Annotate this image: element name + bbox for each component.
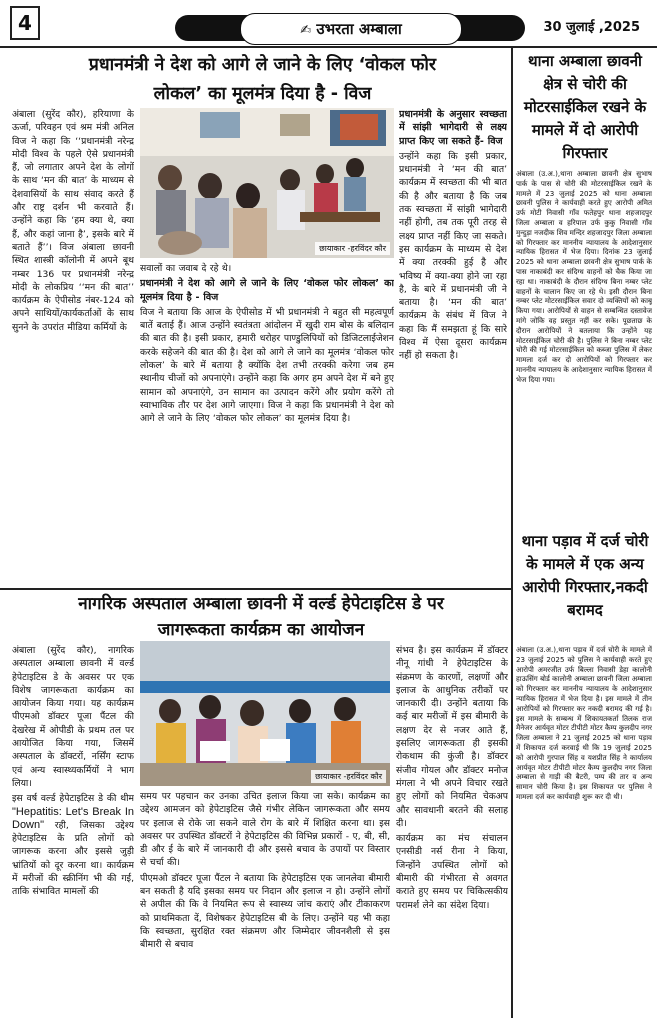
story1-headline-line2: लोकल’ का मूलमंत्र दिया है - विज (153, 84, 372, 104)
story1-photo (140, 108, 394, 258)
sidebar2-text: अंबाला (उ.अ.),थाना पड़ाव में दर्ज चोरी के मामले में 23 जुलाई 2025 को पुलिस ने कार्यवाही करते हुए आरोपी अमरजीत उर्फ बिल्ला निवासी डेहा कालोनी हाऊसिंग बोर्ड कालोनी अम्बाला छावनी जिला अम्बाला को गिरफ्तार कर माननीय न्यायालय के आदेशानुसार न्यायिक हिरासत में भेज दिया है। इस मामले में तीन आरोपियों को गिरफ्तार कर नकदी बरामद की गई है। इस मामले के सम्बन्ध में शिकायतकर्ता तिलक राज मैनेजर आर्यवृत मोटर टीपीटी मोटर कैम्प कुलदीप नगर जिला अम्बाला ने 21 जुलाई 2025 को थाना पड़ाव में शिकायत दर्ज करवाई थी कि 19 जुलाई 2025 को आरोपी गुरपाल सिंह व यशप्रीत सिंह ने कार्यालय आर्यवृत मोटर टीपीटी मोटर कैम्प कुलदीप नगर जिला अम्बाला से गाड़ी की बैटरी, पम्प की तार व अन्य सामान चोरी किया है। इस शिकायत पर पुलिस ने मामला दर्ज कर कार्यवाही शुरू कर दी थी। (516, 645, 652, 801)
hepatitis-theme: "Hepatitis: Let's Break In Down" (12, 805, 134, 831)
story2-col1-para2-start: इस वर्ष वर्ल्ड हेपेटाइटिस डे की थीम (12, 793, 134, 805)
sidebar1-text: अंबाला (उ.अ.),थाना अम्बाला छावनी क्षेत्र सुभाष पार्क के पास से चोरी की मोटरसाईकिल रखने के मामले में 23 जुलाई 2025 को थाना अम्बाला छावनी पुलिस ने कार्यवाही करते हुए आरोपी अमित उर्फ मोटी निवासी गाँव फतेहपुर थाना शहजादपुर जिला अम्बाला व हरिपाल उर्फ कुकु निवासी गाँव मुन्दुड़ा नजदीक शिव मन्दिर शहजादपुर जिला अम्बाला को गिरफ्तार कर माननीय न्यायालय के आदेशानुसार न्यायिक हिरासत में भेज दिया। दिनांक 23 जुलाई 2025 को थाना अम्बाला छावनी क्षेत्र सुभाष पार्क के पास नाकाबंदी कर संदिग्ध वाहनों को चैक किया जा रहा था। नाकाबंदी के दौरान संदिग्ध बिना नम्बर प्लेट वाहनों के चालान किए जा रहे थे। इसी दौरान बिना नम्बर प्लेट मोटरसाईकिल सवार दो व्यक्तियों को काबू किया गया। आरोपियों से वाहन से सम्बन्धित दस्तावेज मांगे जोकि वह प्रस्तुत नहीं कर सके। पूछताछ के दौरान आरोपियों ने बतलाया कि उन्होंने यह मोटरसाईकिल चोरी की है। पुलिस ने बिना नम्बर प्लेट चोरी की गई मोटरसाईकिल को कब्जा पुलिस में लेकर मामला दर्ज कर दो आरोपियों को गिरफ्तार कर माननीय न्यायालय के आदेशानुसार न्यायिक हिरासत में भेज दिया गया। (516, 169, 652, 384)
story1-col1-text: अंबाला (सुरेंद कौर), हरियाणा के ऊर्जा, परिवहन एवं श्रम मंत्री अनिल विज ने कहा कि ‘‘प्रधानमंत्री नरेन्द्र मोदी विश्व के पहले ऐसे प्रधानमंत्री हैं, जो लगातार अपने देश के लोगों के साथ ‘मन की बात’ के माध्यम से देशवासियों के साथ संवाद करते हैं और राष्ट्र दर्शन भी करवाते हैं। उन्होंने कहा कि ‘हम क्या थे, क्या हैं, और कहां जाना है’, इसके बारे में बताते हैं’’। विज अंबाला छावनी स्थित शास्त्री कॉलोनी में अपने बूथ नम्बर 136 पर प्रधानमंत्री नरेन्द्र मोदी के लोकप्रिय ‘‘मन की बात’’ कार्यक्रम के ऐपीसोड नंबर-124 को अपने साथियों/कार्यकर्ताओं के साथ सुनने के उपरांत मीडिया कर्मियों के (12, 109, 134, 333)
story1-column-3 (399, 108, 507, 586)
story1-col2-intro: सवालों का जवाब दे रहे थे। (140, 263, 232, 274)
story2-col3-para2: कार्यक्रम का मंच संचालन एनसीडी नर्स रीना ने किया, जिन्होंने उपस्थित लोगों को बीमारी की गंभीरता से अवगत कराते हुए समय पर चिकित्सकीय परामर्श लेने का संदेश दिया। (396, 833, 508, 911)
story1-col3-subhead: प्रधानमंत्री के अनुसार स्वच्छता में सांझी भागेदारी से लक्ष्य प्राप्त किए जा सकते हैं- विज (399, 109, 507, 147)
hospital-photo-illustration (140, 641, 390, 786)
story1-col2-subhead: प्रधानमंत्री ने देश को आगे ले जाने के लिए ‘वोकल फोर लोकल’ का मूलमंत्र दिया है - विज (140, 278, 394, 303)
story2-headline-line1: नागरिक अस्पताल अम्बाला छावनी में वर्ल्ड हेपेटाइटिस डे पर (78, 594, 444, 614)
paper-name (240, 13, 462, 45)
story2-column-1 (12, 644, 134, 1020)
story2-column-3 (396, 644, 508, 1020)
story2-headline (14, 591, 508, 643)
sidebar2-headline: थाना पड़ाव में दर्ज चोरी के मामले में एक अन्य आरोपी गिरफ्तार,नकदी बरामद (521, 532, 649, 619)
masthead (0, 0, 657, 45)
story2-col1-text: अंबाला (सुरेंद कौर), नागरिक अस्पताल अम्बाला छावनी में वर्ल्ड हेपेटाइटिस डे के अवसर पर एक विशेष जागरूकता कार्यक्रम का आयोजन किया गया। यह कार्यक्रम पीएमओ डॉक्टर पूजा पैंटल की देखरेख में ओपीडी के प्रथम तल पर आयोजित किया गया, जिसमें अस्पताल के डॉक्टरों, नर्सिंग स्टाफ एवं अन्य स्वास्थ्यकर्मियों ने भाग लिया। (12, 645, 134, 789)
story1-col3-text: उन्होंने कहा कि इसी प्रकार, प्रधानमंत्री ने ‘मन की बात’ कार्यक्रम में स्वच्छता की भी बात की है और बताया है कि जब तक स्वच्छता में सांझी भागेदारी नहीं होगी, तब तक पूरी तरह से लक्ष्य प्राप्त नहीं किए जा सकते। इस कार्यक्रम के माध्यम से देश में क्या तरक्की हुई है और भविष्य में क्या-क्या होने जा रहा है, के बारे में प्रधानमंत्री जी ने बताया है। ‘मन की बात’ कार्यक्रम के संबंध में विज ने कहा कि मैं समझता हूं कि सारे विश्व में ऐसा दूसरा कार्यक्रम नहीं हो सकता है। (399, 150, 507, 362)
meeting-photo-illustration (140, 108, 394, 258)
story-divider (0, 588, 511, 590)
page-number: 4 (10, 6, 40, 40)
pen-icon: ✍ (300, 23, 312, 38)
masthead-rule (0, 46, 657, 48)
story2-photo (140, 641, 390, 786)
story1-column-1 (12, 108, 134, 586)
story1-column-2 (140, 262, 394, 586)
story2-col1-para2-end: रही, जिसका उद्देश्य हेपेटाइटिस के प्रति लोगों को जागरूक करना और इससे जुड़ी भ्रांतियों को दूर करना था। कार्यक्रम में मरीजों की स्क्रीनिंग भी की गई, ताकि संभावित मामलों की (12, 819, 134, 898)
story2-column-2 (140, 790, 390, 1020)
sidebar1-headline: थाना अम्बाला छावनी क्षेत्र से चोरी की मोटरसाईकिल रखने के मामले में दो आरोपी गिरफ्तार (523, 52, 647, 162)
story1-headline-line1: प्रधानमंत्री ने देश को आगे ले जाने के लिए ‘वोकल फोर (88, 55, 437, 75)
story1-headline (20, 51, 505, 109)
story2-col3-text: संभव है। इस कार्यक्रम में डॉक्टर नीनू गांधी ने हेपेटाइटिस के संक्रमण के कारणों, लक्षणों और इलाज के आधुनिक तरीकों पर जानकारी दी। उन्होंने बताया कि कई बार मरीजों में इस बीमारी के लक्षण देर से नजर आते हैं, इसलिए जागरूकता ही इसकी रोकथाम की कुंजी है। डॉक्टर संजीव गोयल और डॉक्टर मनोज मंगला ने भी अपने विचार रखते हुए लोगों को नियमित चेकअप और सावधानी बरतने की सलाह दी। (396, 645, 508, 829)
story1-photo-caption: छायाकार -हरविंदर कौर (315, 242, 390, 255)
story2-headline-line2: जागरूकता कार्यक्रम का आयोजन (157, 620, 365, 640)
story1-col2-text: विज ने बताया कि आज के ऐपीसोड में भी प्रधानमंत्री ने बहुत सी महत्वपूर्ण बातें बताई हैं। आज उन्होंने स्वतंत्रता आंदोलन में खुदी राम बोस के बलिदान की बात की है। इसी प्रकार, हमारी धरोहर पाण्डुलिपियों को डिजिटलाईजेशन करके सहेजने की बात की है। देश को आगे ले जाने का मूलमंत्र ‘वोकल फोर लोकल’ के बारे में बताया है क्योंकि देश तभी तरक्की करेगा जब हम स्थानीय चीजों को अपनाएंगे। उन्होंने कहा कि अगर हम अपने देश में बने हुए सामान को अपनाएंगे, उन सामान का उत्पादन करेंगे और प्रयोग करेंगे तो स्वाभाविक तौर पर देश आगे जाएगा। विज ने कहा कि प्रधानमंत्री ने देश को आगे ले जाने के लिए ‘वोकल फोर लोकल’ का मूलमंत्र दिया है। (140, 306, 394, 425)
story2-col2-text: समय पर पहचान कर उनका उचित इलाज किया जा सके। कार्यक्रम का उद्देश्य आमजन को हेपेटाइटिस जैसे गंभीर लेकिन जागरूकता और समय पर इलाज से रोके जा सकने वाले रोग के बारे में शिक्षित करना था। इस अवसर पर उपस्थित डॉक्टरों ने हेपेटाइटिस की विभिन्न प्रकारों - ए, बी, सी, डी और ई के बारे में जानकारी दी और इससे बचाव के उपायों पर विस्तार से चर्चा की। (140, 791, 390, 869)
story2-col1-para2 (12, 792, 134, 898)
issue-date: 30 जुलाई ,2025 (543, 20, 640, 35)
paper-name-text: उभरता अम्बाला (316, 20, 402, 38)
sidebar-divider (511, 48, 513, 1018)
story2-col2-para2: पीएमओ डॉक्टर पूजा पैंटल ने बताया कि हेपेटाइटिस एक जानलेवा बीमारी बन सकती है यदि इसका समय पर निदान और इलाज न हो। उन्होंने लोगों से अपील की कि वे नियमित रूप से स्वास्थ्य जांच कराएं और टीकाकरण को प्राथमिकता दें, विशेषकर हेपेटाइटिस बी के लिए। उन्होंने यह भी कहा कि स्वच्छता, सुरक्षित रक्त संक्रमण और जिम्मेदार जीवनशैली से इस बीमारी से बचाव (140, 872, 390, 951)
story2-photo-caption: छायाकार -हरविंदर कौर (311, 770, 386, 783)
